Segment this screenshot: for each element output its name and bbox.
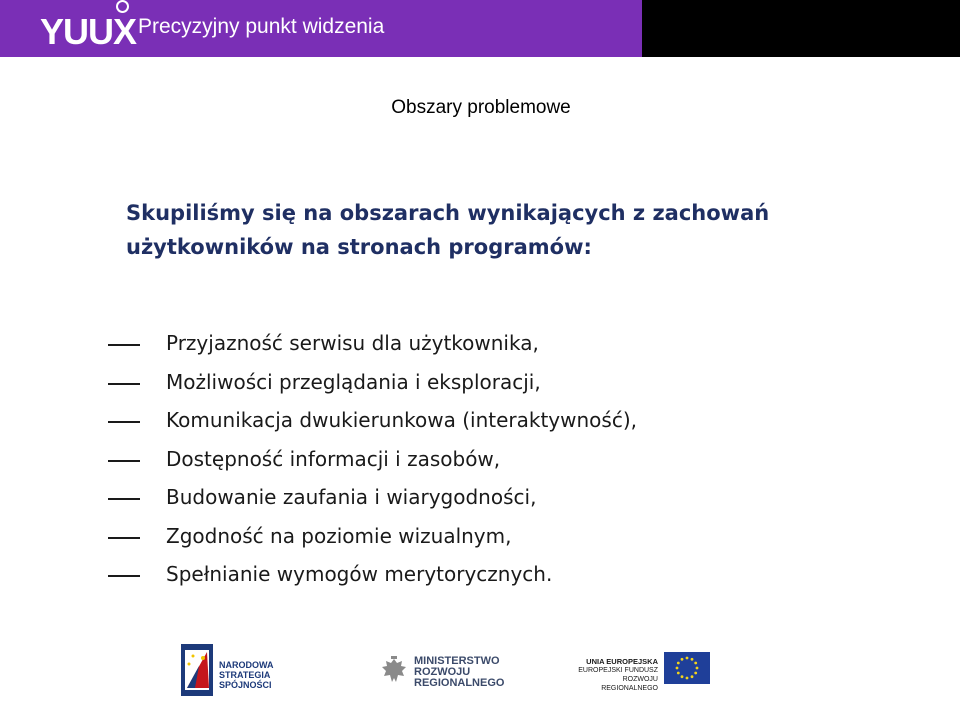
slide-heading — [126, 196, 866, 264]
dash-icon — [108, 498, 140, 500]
bullet-list — [108, 324, 637, 594]
section-title: Obszary problemowe — [391, 97, 571, 118]
slide-heading-line-1: Skupiliśmy się na obszarach wynikających z zachowań — [126, 201, 770, 225]
dash-icon — [108, 344, 140, 346]
polish-eagle-icon — [380, 656, 408, 688]
dash-icon — [108, 460, 140, 462]
list-item-text: Spełnianie wymogów merytorycznych. — [166, 562, 553, 587]
list-item-text: Zgodność na poziomie wizualnym, — [166, 523, 512, 548]
mrr-line-1: MINISTERSTWO — [414, 655, 500, 667]
yuux-logo-wordmark — [40, 11, 137, 52]
eu-line-1: UNIA EUROPEJSKA — [586, 657, 658, 666]
eu-logo-text — [576, 657, 658, 693]
list-item-text: Budowanie zaufania i wiarygodności, — [166, 485, 537, 510]
mrr-logo — [380, 654, 510, 694]
header-tagline: Precyzyjny punkt widzenia — [138, 15, 385, 38]
list-item-text: Możliwości przeglądania i eksploracji, — [166, 369, 541, 394]
dash-icon — [108, 575, 140, 577]
logo-circle-icon — [116, 0, 129, 13]
list-item-text: Przyjazność serwisu dla użytkownika, — [166, 331, 539, 356]
header-black-band — [642, 0, 960, 57]
eu-logo — [576, 652, 716, 692]
nss-logo — [181, 644, 311, 696]
nss-logo-text — [219, 660, 311, 690]
mrr-logo-text — [414, 656, 504, 689]
mrr-line-3: REGIONALNEGO — [414, 677, 505, 689]
list-item-text: Dostępność informacji i zasobów, — [166, 446, 501, 471]
slide-heading-line-2: użytkowników na stronach programów: — [126, 235, 592, 259]
footer-logos — [0, 630, 960, 700]
eu-line-3: ROZWOJU REGIONALNEGO — [601, 676, 658, 692]
mrr-line-2: ROZWOJU — [414, 666, 471, 678]
header-bar — [0, 0, 960, 57]
list-item-text: Komunikacja dwukierunkowa (interaktywność), — [166, 408, 637, 433]
dash-icon — [108, 421, 140, 423]
yuux-logo-text: YUUX — [40, 11, 137, 52]
list-item — [108, 440, 637, 479]
list-item — [108, 324, 637, 363]
list-item — [108, 363, 637, 402]
list-item — [108, 517, 637, 556]
eu-line-2: EUROPEJSKI FUNDUSZ — [578, 667, 658, 674]
list-item — [108, 478, 637, 517]
list-item — [108, 401, 637, 440]
dash-icon — [108, 383, 140, 385]
nss-logo-icon — [181, 644, 213, 696]
dash-icon — [108, 537, 140, 539]
eu-flag-icon — [664, 652, 710, 684]
nss-line-2: STRATEGIA SPÓJNOŚCI — [219, 670, 272, 690]
list-item — [108, 555, 637, 594]
yuux-logo — [40, 6, 136, 50]
nss-line-1: NARODOWA — [219, 660, 274, 670]
